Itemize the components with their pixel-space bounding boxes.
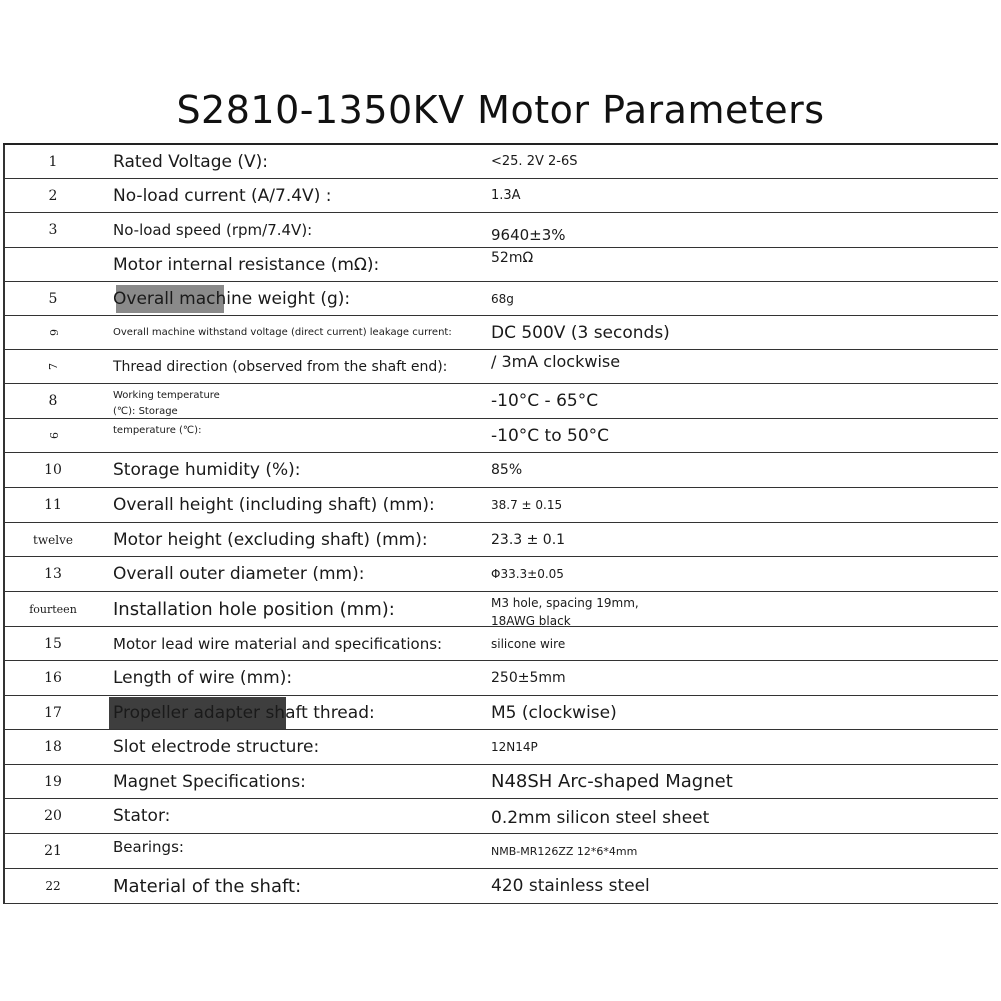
parameter-table xyxy=(3,143,998,904)
parameter-value: 1.3A xyxy=(491,188,521,203)
parameter-name: Installation hole position (mm): xyxy=(113,598,395,620)
table-row xyxy=(3,696,998,730)
row-number: 1 xyxy=(48,153,58,170)
parameter-name: Motor internal resistance (mΩ): xyxy=(113,254,380,275)
row-number: 13 xyxy=(44,566,62,582)
parameter-value: NMB-MR126ZZ 12*6*4mm xyxy=(491,844,638,858)
parameter-value: 52mΩ xyxy=(491,250,534,266)
parameter-name: Rated Voltage (V): xyxy=(113,151,268,172)
table-row xyxy=(3,627,998,661)
row-number: 16 xyxy=(44,670,62,686)
row-number: 18 xyxy=(44,739,62,755)
table-row xyxy=(3,282,998,316)
parameter-value: / 3mA clockwise xyxy=(491,352,621,371)
row-number: 22 xyxy=(45,879,61,893)
table-row xyxy=(3,488,998,523)
parameter-value: <25. 2V 2-6S xyxy=(491,154,578,169)
row-number: 3 xyxy=(48,222,58,238)
parameter-name: Overall machine withstand voltage (direct current) leakage current: xyxy=(113,327,452,338)
parameter-value: 250±5mm xyxy=(491,670,566,686)
table-row xyxy=(3,523,998,557)
parameter-name: Working temperature (℃): Storage xyxy=(113,390,220,417)
table-row xyxy=(3,350,998,384)
row-number: 19 xyxy=(44,773,62,790)
row-number: 5 xyxy=(48,290,58,307)
row-number-rotated: 7 xyxy=(46,363,60,370)
parameter-value: M3 hole, spacing 19mm, 18AWG black xyxy=(491,596,639,628)
table-row xyxy=(3,419,998,453)
table-row xyxy=(3,592,998,627)
table-row xyxy=(3,765,998,799)
parameter-value: Φ33.3±0.05 xyxy=(491,567,564,581)
table-row xyxy=(3,248,998,282)
parameter-value: 12N14P xyxy=(491,740,538,754)
row-number: fourteen xyxy=(29,602,77,616)
table-row xyxy=(3,730,998,765)
parameter-name: Overall outer diameter (mm): xyxy=(113,564,365,584)
row-number: 20 xyxy=(44,808,62,824)
table-row xyxy=(3,213,998,248)
row-number xyxy=(3,350,103,383)
table-row xyxy=(3,145,998,179)
parameter-value: 68g xyxy=(491,291,514,306)
parameter-value: silicone wire xyxy=(491,636,566,651)
table-row xyxy=(3,384,998,419)
parameter-name: No-load current (A/7.4V) : xyxy=(113,185,332,206)
parameter-name: Motor height (excluding shaft) (mm): xyxy=(113,529,428,550)
parameter-name: Overall height (including shaft) (mm): xyxy=(113,495,435,515)
parameter-name: Slot electrode structure: xyxy=(113,737,320,757)
parameter-name: Propeller adapter shaft thread: xyxy=(113,702,375,723)
row-number: 10 xyxy=(44,462,62,478)
row-number xyxy=(3,316,103,349)
parameter-value: -10°C to 50°C xyxy=(491,425,610,446)
row-number xyxy=(3,248,103,281)
parameter-name: Material of the shaft: xyxy=(113,875,302,897)
parameter-value: 0.2mm silicon steel sheet xyxy=(491,808,710,828)
parameter-name: Storage humidity (%): xyxy=(113,460,301,480)
table-row xyxy=(3,834,998,869)
page-title: S2810-1350KV Motor Parameters xyxy=(176,88,825,132)
row-number: 8 xyxy=(48,393,58,409)
table-row xyxy=(3,661,998,696)
parameter-name: Overall machine weight (g): xyxy=(113,288,351,309)
row-number: 11 xyxy=(44,497,62,513)
parameter-value: N48SH Arc-shaped Magnet xyxy=(491,771,733,792)
parameter-name: Thread direction (observed from the shaft end): xyxy=(113,358,448,375)
parameter-name: Magnet Specifications: xyxy=(113,771,306,792)
parameter-name: Bearings: xyxy=(113,838,184,856)
table-row xyxy=(3,869,998,904)
table-row xyxy=(3,557,998,592)
row-number: twelve xyxy=(33,532,73,547)
row-number-rotated: 6 xyxy=(46,329,60,336)
table-row xyxy=(3,453,998,488)
parameter-name: temperature (℃): xyxy=(113,425,202,436)
parameter-value: -10°C - 65°C xyxy=(491,391,599,411)
parameter-value: M5 (clockwise) xyxy=(491,702,617,723)
row-number xyxy=(3,419,103,452)
parameter-name: Stator: xyxy=(113,806,171,826)
parameter-value: 9640±3% xyxy=(491,226,566,244)
row-number: 2 xyxy=(48,187,58,204)
parameter-name: Length of wire (mm): xyxy=(113,668,293,688)
parameter-value: 23.3 ± 0.1 xyxy=(491,531,566,548)
row-number: 15 xyxy=(44,635,62,652)
row-number: 21 xyxy=(44,843,62,859)
table-row xyxy=(3,799,998,834)
parameter-name: No-load speed (rpm/7.4V): xyxy=(113,221,313,239)
table-row xyxy=(3,316,998,350)
table-row xyxy=(3,179,998,213)
parameter-value: 38.7 ± 0.15 xyxy=(491,498,563,512)
parameter-value: 420 stainless steel xyxy=(491,876,650,896)
parameter-value: 85% xyxy=(491,462,523,478)
parameter-value: DC 500V (3 seconds) xyxy=(491,322,670,343)
row-number: 17 xyxy=(44,704,62,721)
row-number-rotated: 9 xyxy=(46,432,60,439)
parameter-name: Motor lead wire material and specifications: xyxy=(113,634,443,653)
